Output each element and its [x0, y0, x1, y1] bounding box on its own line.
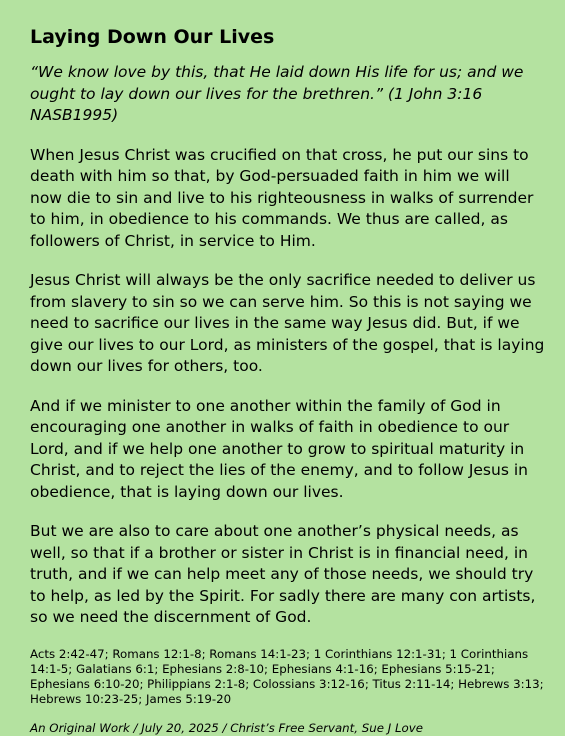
scripture-references: Acts 2:42-47; Romans 12:1-8; Romans 14:1-23; 1 Corinthians 12:1-31; 1 Corinthians 14:1-5; Galatians 6:1; Ephesians 2:8-10; Ephesians 4:1-16; Ephesians 5:15-21; Ephesians 6:10-20; Philippians 2:1-8; Colossians 3:12-16; Titus 2:11-14; Hebrews 3:13; Hebrews 10:23-25; James 5:19-20	[30, 646, 544, 706]
page-title: Laying Down Our Lives	[30, 26, 275, 48]
scripture-quote: “We know love by this, that He laid down His life for us; and we ought to lay down our lives for the brethren.” (1 John 3:16 NASB1995)	[30, 63, 524, 124]
body-paragraph-1: When Jesus Christ was crucified on that cross, he put our sins to death with him so that, by God-persuaded faith in him we will now die to sin and live to his righteousness in walks of surrender to him, in obedience to his commands. We thus are called, as followers of Christ, in service to Him.	[30, 145, 534, 250]
body-paragraph-3: And if we minister to one another within the family of God in encouraging one another in walks of faith in obedience to our Lord, and if we help one another to grow to spiritual maturity in Christ, and to reject the lies of the enemy, and to follow Jesus in obedience, that is laying down our lives.	[30, 396, 528, 501]
body-paragraph-2: Jesus Christ will always be the only sacrifice needed to deliver us from slavery to sin so we can serve him. So this is not saying we need to sacrifice our lives in the same way Jesus did. But, if we give our lives to our Lord, as ministers of the gospel, that is laying down our lives for others, too.	[30, 271, 545, 375]
body-paragraph-4: But we are also to care about one another’s physical needs, as well, so that if a brother or sister in Christ is in financial need, in truth, and if we can help meet any of those needs, we should try to help, as led by the Spirit. For sadly there are many con artists, so we need the discernment of God.	[30, 522, 536, 626]
author-footer: An Original Work / July 20, 2025 / Christ’s Free Servant, Sue J Love	[30, 720, 424, 735]
